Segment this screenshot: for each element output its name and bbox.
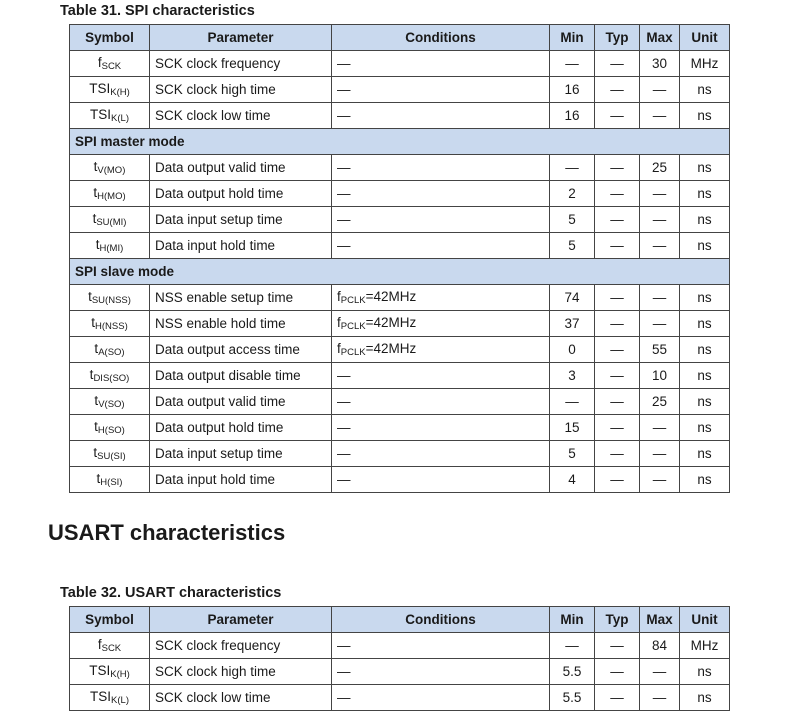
cell-min: 15 [550, 415, 595, 441]
cell-max: — [640, 181, 680, 207]
cell-unit: MHz [680, 633, 730, 659]
cell-symbol [70, 155, 150, 181]
cell-parameter: Data output disable time [150, 363, 332, 389]
cond-subscript: PCLK [340, 347, 366, 358]
cell-conditions [332, 77, 550, 103]
section-label: SPI slave mode [70, 259, 730, 285]
cond-value: — [337, 664, 351, 679]
cell-typ: — [595, 685, 640, 711]
symbol-base: TSI [90, 689, 112, 704]
cell-typ: — [595, 337, 640, 363]
spi-characteristics-table [69, 24, 730, 493]
cell-unit: ns [680, 685, 730, 711]
symbol-base: f [97, 637, 102, 652]
cell-max: 25 [640, 155, 680, 181]
table-row [70, 659, 730, 685]
cell-parameter: Data input hold time [150, 233, 332, 259]
symbol-subscript: H(SI) [100, 477, 123, 488]
symbol-subscript: SU(NSS) [91, 295, 131, 306]
table-row [70, 467, 730, 493]
table-31-caption: Table 31. SPI characteristics [60, 3, 255, 19]
cell-min: 0 [550, 337, 595, 363]
col-parameter: Parameter [150, 607, 332, 633]
cell-unit: ns [680, 389, 730, 415]
cell-conditions [332, 363, 550, 389]
symbol-base: TSI [89, 663, 111, 678]
table-row [70, 51, 730, 77]
cond-value: — [337, 238, 351, 253]
cell-typ: — [595, 77, 640, 103]
col-min: Min [550, 25, 595, 51]
cell-min: — [550, 633, 595, 659]
table-row [70, 363, 730, 389]
symbol-subscript: K(H) [110, 669, 130, 680]
col-conditions: Conditions [332, 607, 550, 633]
col-symbol: Symbol [70, 607, 150, 633]
cell-typ: — [595, 207, 640, 233]
cond-symbol: f [337, 315, 341, 330]
cell-conditions [332, 285, 550, 311]
cond-value: =42MHz [365, 341, 417, 356]
cell-symbol [70, 207, 150, 233]
symbol-subscript: K(H) [110, 87, 130, 98]
cell-symbol [70, 233, 150, 259]
cell-unit: ns [680, 285, 730, 311]
cell-max: — [640, 415, 680, 441]
cell-min: 74 [550, 285, 595, 311]
symbol-base: f [97, 55, 102, 70]
cell-parameter: SCK clock frequency [150, 51, 332, 77]
symbol-base: t [94, 341, 99, 356]
symbol-subscript: H(NSS) [95, 321, 128, 332]
cond-value: — [337, 212, 351, 227]
cell-max: — [640, 77, 680, 103]
cell-unit: ns [680, 207, 730, 233]
cell-unit: ns [680, 363, 730, 389]
table-row [70, 389, 730, 415]
cell-symbol [70, 685, 150, 711]
cell-unit: ns [680, 659, 730, 685]
symbol-base: t [94, 393, 99, 408]
cell-symbol [70, 337, 150, 363]
cell-typ: — [595, 389, 640, 415]
cond-value: — [337, 82, 351, 97]
cell-symbol [70, 659, 150, 685]
header-row [70, 25, 730, 51]
cell-unit: ns [680, 337, 730, 363]
table-row [70, 311, 730, 337]
symbol-subscript: H(MI) [99, 243, 124, 254]
cell-max: — [640, 685, 680, 711]
table-row [70, 633, 730, 659]
cell-conditions [332, 51, 550, 77]
cell-conditions [332, 207, 550, 233]
cell-conditions [332, 233, 550, 259]
table-row [70, 441, 730, 467]
table-row [70, 77, 730, 103]
cond-subscript: PCLK [340, 295, 366, 306]
cell-min: 5 [550, 207, 595, 233]
cell-typ: — [595, 659, 640, 685]
symbol-base: TSI [89, 81, 111, 96]
cell-unit: ns [680, 233, 730, 259]
cell-parameter: SCK clock low time [150, 103, 332, 129]
cell-max: — [640, 103, 680, 129]
cell-conditions [332, 311, 550, 337]
symbol-subscript: K(L) [111, 113, 129, 124]
table-row [70, 181, 730, 207]
cell-typ: — [595, 441, 640, 467]
col-max: Max [640, 607, 680, 633]
col-typ: Typ [595, 607, 640, 633]
usart-section-heading: USART characteristics [48, 520, 286, 545]
symbol-base: t [93, 445, 98, 460]
cell-symbol [70, 311, 150, 337]
cell-symbol [70, 181, 150, 207]
cell-parameter: NSS enable hold time [150, 311, 332, 337]
col-typ: Typ [595, 25, 640, 51]
symbol-subscript: V(MO) [97, 165, 126, 176]
cond-value: — [337, 446, 351, 461]
cell-max: — [640, 311, 680, 337]
cell-max: — [640, 233, 680, 259]
cell-typ: — [595, 633, 640, 659]
cell-max: — [640, 285, 680, 311]
col-unit: Unit [680, 25, 730, 51]
cell-max: — [640, 207, 680, 233]
cell-max: — [640, 659, 680, 685]
col-conditions: Conditions [332, 25, 550, 51]
symbol-base: t [94, 419, 98, 434]
table-32-caption: Table 32. USART characteristics [60, 585, 282, 601]
cell-parameter: Data input setup time [150, 441, 332, 467]
cond-value: — [337, 420, 351, 435]
cell-typ: — [595, 311, 640, 337]
col-max: Max [640, 25, 680, 51]
cond-value: — [337, 368, 351, 383]
cell-parameter: SCK clock frequency [150, 633, 332, 659]
cell-conditions [332, 103, 550, 129]
cell-min: — [550, 51, 595, 77]
cell-typ: — [595, 51, 640, 77]
cond-value: — [337, 472, 351, 487]
symbol-subscript: SU(SI) [97, 451, 126, 462]
symbol-subscript: V(SO) [98, 399, 125, 410]
cell-min: — [550, 155, 595, 181]
cell-parameter: Data input hold time [150, 467, 332, 493]
cell-max: 10 [640, 363, 680, 389]
cell-min: 16 [550, 103, 595, 129]
symbol-base: t [88, 289, 92, 304]
cell-min: 4 [550, 467, 595, 493]
table-row [70, 103, 730, 129]
cell-min: 37 [550, 311, 595, 337]
cell-parameter: Data output hold time [150, 415, 332, 441]
table-row [70, 415, 730, 441]
cell-max: — [640, 441, 680, 467]
symbol-subscript: K(L) [111, 695, 129, 706]
cell-symbol [70, 389, 150, 415]
symbol-base: t [93, 159, 98, 174]
cell-min: 5.5 [550, 685, 595, 711]
table-row [70, 337, 730, 363]
cond-value: — [337, 690, 351, 705]
table-row [70, 285, 730, 311]
cell-typ: — [595, 285, 640, 311]
symbol-base: t [95, 237, 100, 252]
cell-conditions [332, 415, 550, 441]
cell-symbol [70, 51, 150, 77]
table-row [70, 685, 730, 711]
cell-symbol [70, 415, 150, 441]
cell-max: 25 [640, 389, 680, 415]
col-unit: Unit [680, 607, 730, 633]
cond-value: — [337, 160, 351, 175]
symbol-base: t [91, 315, 96, 330]
table-row [70, 233, 730, 259]
symbol-base: t [89, 367, 94, 382]
cell-typ: — [595, 467, 640, 493]
cell-parameter: SCK clock high time [150, 659, 332, 685]
cell-max: 84 [640, 633, 680, 659]
cell-unit: ns [680, 441, 730, 467]
symbol-subscript: SU(MI) [96, 217, 127, 228]
symbol-subscript: H(MO) [97, 191, 126, 202]
cond-value: — [337, 186, 351, 201]
cell-parameter: Data output hold time [150, 181, 332, 207]
cell-max: 55 [640, 337, 680, 363]
cell-min: 16 [550, 77, 595, 103]
symbol-base: TSI [90, 107, 112, 122]
cell-symbol [70, 441, 150, 467]
cell-max: 30 [640, 51, 680, 77]
cell-conditions [332, 441, 550, 467]
cell-conditions [332, 685, 550, 711]
section-row-master [70, 129, 730, 155]
cell-conditions [332, 659, 550, 685]
cell-symbol [70, 103, 150, 129]
symbol-subscript: A(SO) [98, 347, 125, 358]
cell-conditions [332, 181, 550, 207]
cell-min: 5 [550, 441, 595, 467]
col-symbol: Symbol [70, 25, 150, 51]
cell-unit: ns [680, 415, 730, 441]
cond-symbol: f [337, 289, 341, 304]
symbol-subscript: DIS(SO) [93, 373, 130, 384]
cond-value: — [337, 394, 351, 409]
cell-conditions [332, 633, 550, 659]
cell-conditions [332, 389, 550, 415]
cond-value: =42MHz [365, 289, 417, 304]
section-row-slave [70, 259, 730, 285]
cell-min: 5.5 [550, 659, 595, 685]
cond-value: — [337, 56, 351, 71]
col-min: Min [550, 607, 595, 633]
cell-conditions [332, 337, 550, 363]
cond-value: — [337, 638, 351, 653]
cell-unit: ns [680, 467, 730, 493]
table-row [70, 155, 730, 181]
cell-min: 2 [550, 181, 595, 207]
symbol-base: t [93, 185, 98, 200]
cell-parameter: Data output valid time [150, 155, 332, 181]
cell-min: — [550, 389, 595, 415]
symbol-base: t [96, 471, 101, 486]
col-parameter: Parameter [150, 25, 332, 51]
section-label: SPI master mode [70, 129, 730, 155]
cell-symbol [70, 363, 150, 389]
symbol-subscript: SCK [101, 643, 122, 654]
cell-unit: ns [680, 103, 730, 129]
cell-symbol [70, 633, 150, 659]
symbol-subscript: SCK [101, 61, 122, 72]
cell-typ: — [595, 181, 640, 207]
symbol-subscript: H(SO) [97, 425, 125, 436]
cell-symbol [70, 467, 150, 493]
cell-min: 3 [550, 363, 595, 389]
usart-characteristics-table [69, 606, 730, 711]
header-row [70, 607, 730, 633]
cell-symbol [70, 285, 150, 311]
cell-parameter: Data input setup time [150, 207, 332, 233]
cell-max: — [640, 467, 680, 493]
cell-typ: — [595, 415, 640, 441]
cell-conditions [332, 467, 550, 493]
cell-parameter: Data output access time [150, 337, 332, 363]
cell-unit: ns [680, 311, 730, 337]
cell-typ: — [595, 233, 640, 259]
table-row [70, 207, 730, 233]
cell-parameter: Data output valid time [150, 389, 332, 415]
cell-min: 5 [550, 233, 595, 259]
cell-typ: — [595, 155, 640, 181]
cell-conditions [332, 155, 550, 181]
cell-unit: MHz [680, 51, 730, 77]
cell-parameter: SCK clock high time [150, 77, 332, 103]
cell-symbol [70, 77, 150, 103]
cond-value: — [337, 108, 351, 123]
cell-parameter: SCK clock low time [150, 685, 332, 711]
cell-unit: ns [680, 181, 730, 207]
cond-value: =42MHz [365, 315, 417, 330]
cell-typ: — [595, 103, 640, 129]
cond-subscript: PCLK [340, 321, 366, 332]
cell-unit: ns [680, 77, 730, 103]
cell-unit: ns [680, 155, 730, 181]
cond-symbol: f [337, 341, 341, 356]
cell-typ: — [595, 363, 640, 389]
symbol-base: t [92, 211, 97, 226]
cell-parameter: NSS enable setup time [150, 285, 332, 311]
